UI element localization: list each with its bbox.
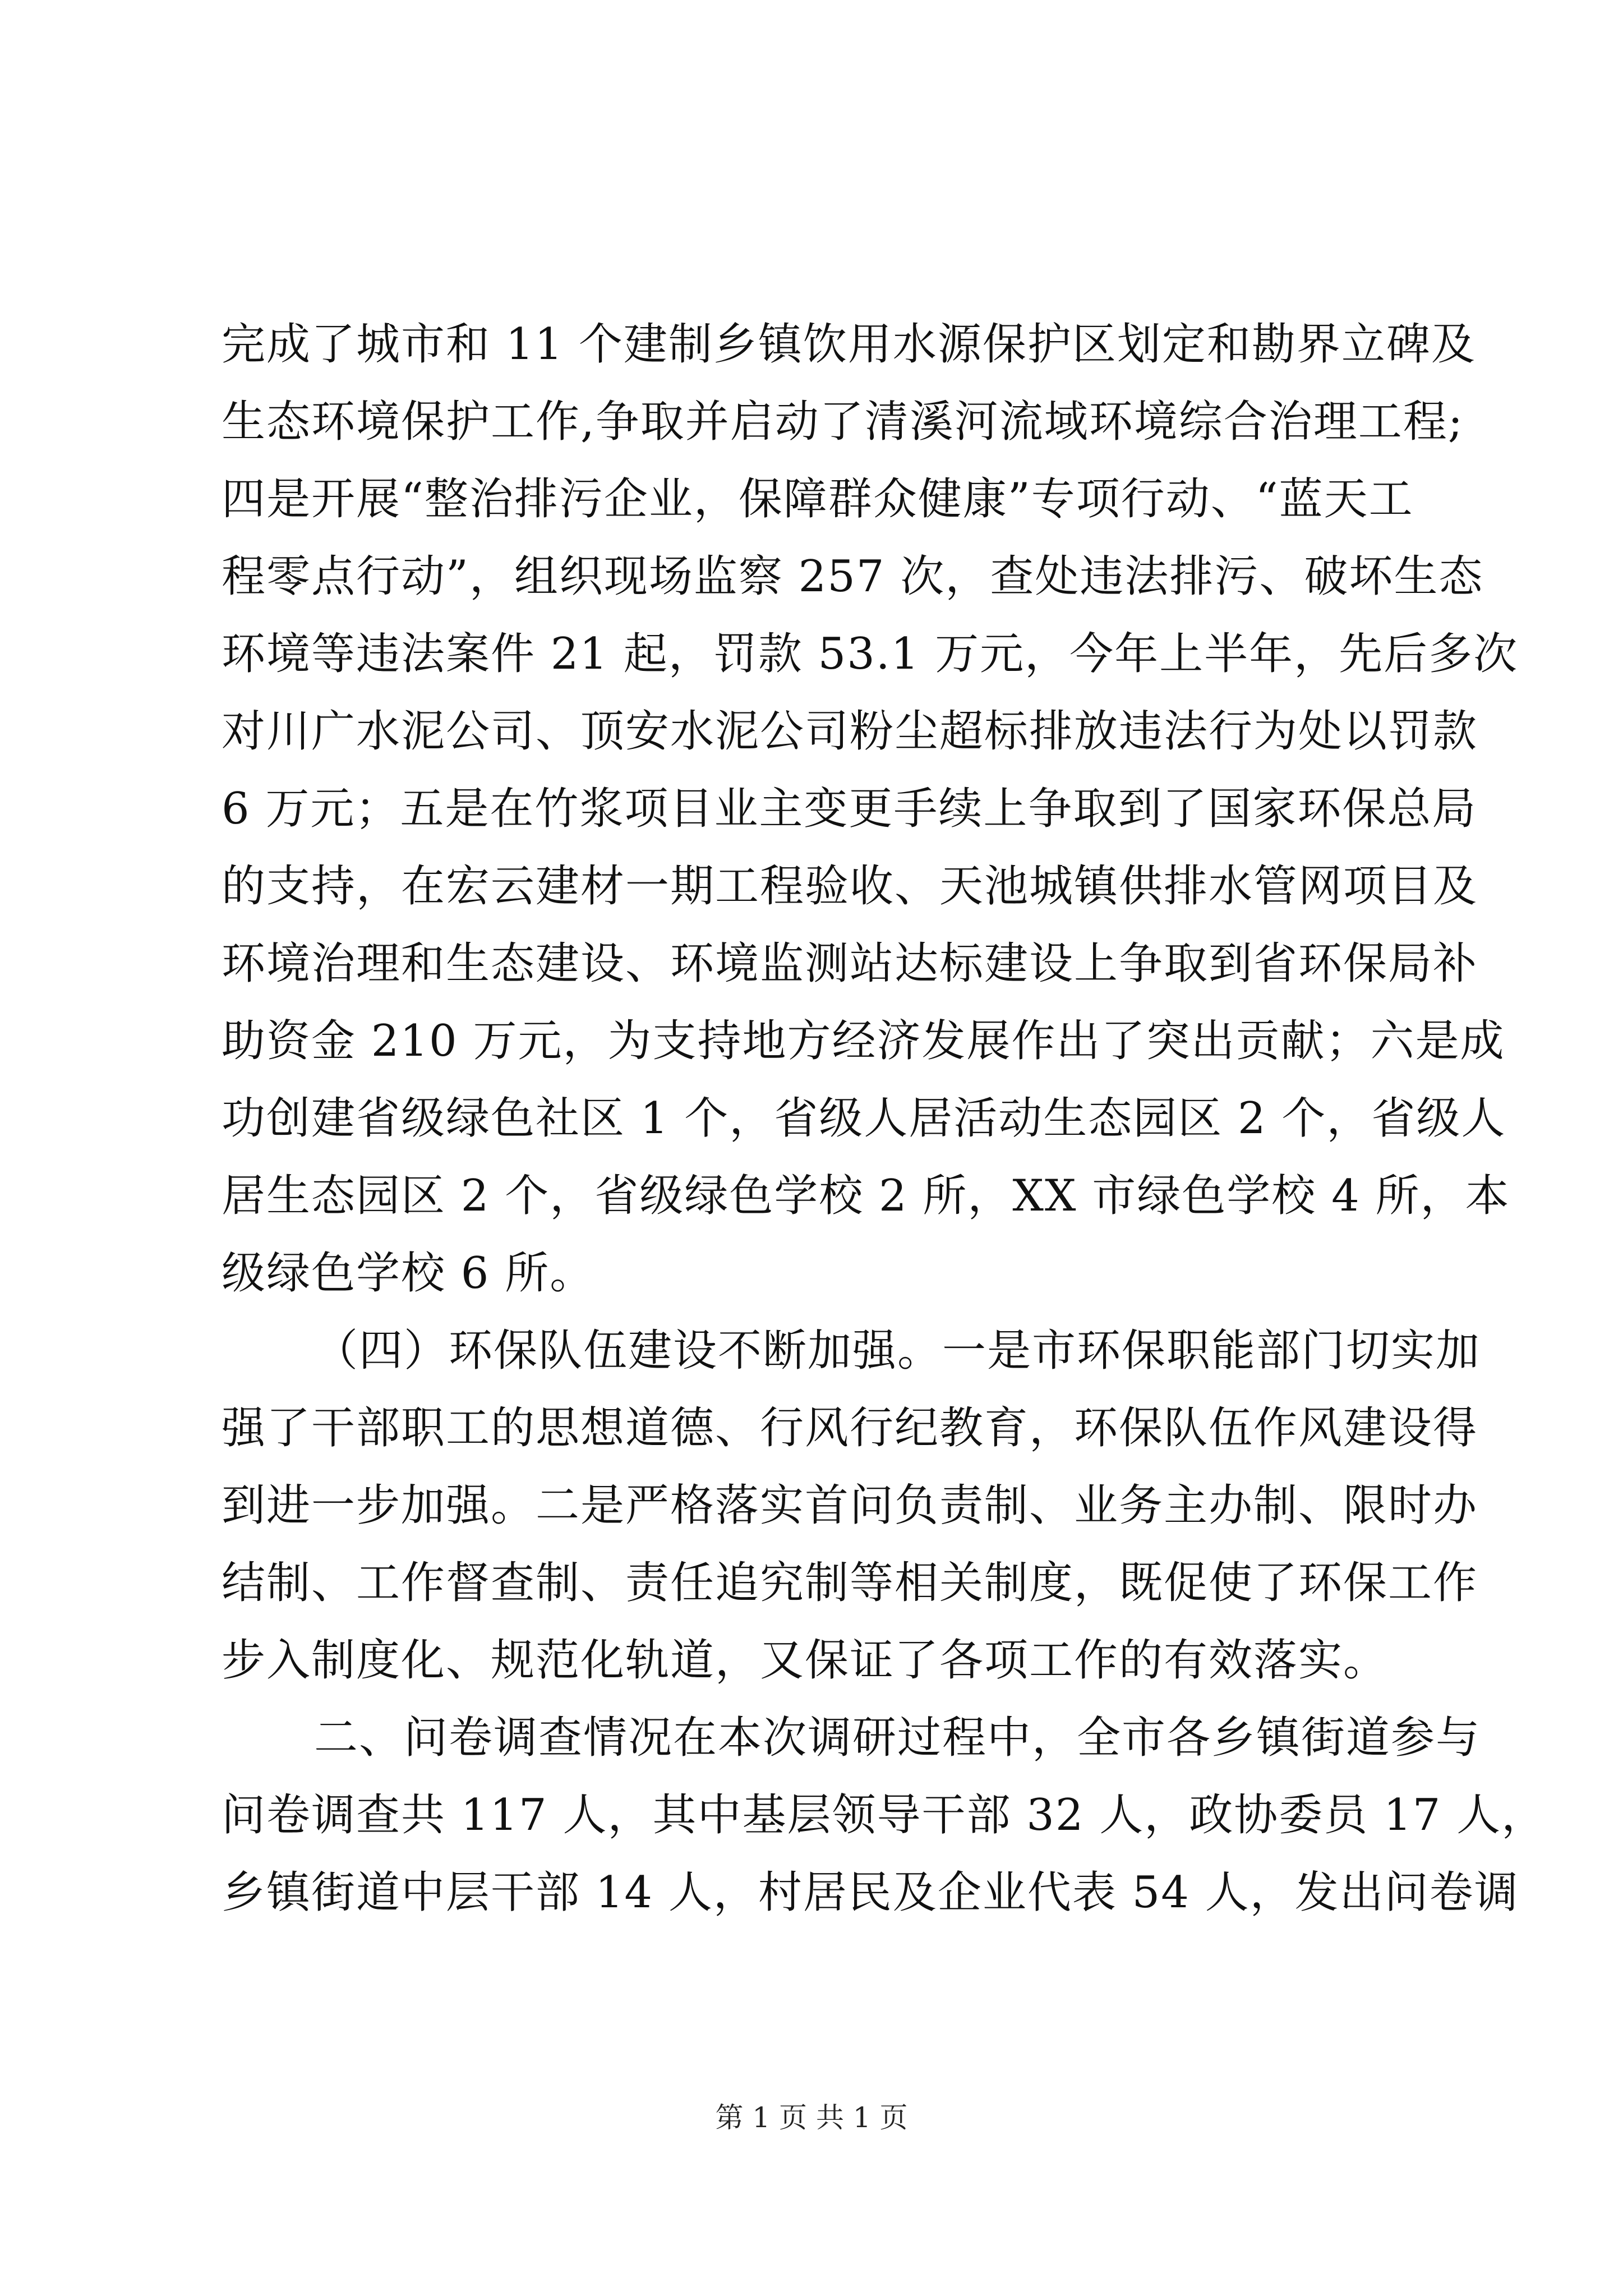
text-line: 6 万元；五是在竹浆项目业主变更手续上争取到了国家环保总局 [222,784,1477,834]
text-line: 功创建省级绿色社区 1 个，省级人居活动生态园区 2 个，省级人 [222,1093,1506,1144]
text-line: 环境等违法案件 21 起，罚款 53.1 万元，今年上半年，先后多次 [222,629,1519,679]
text-line: 对川广水泥公司、顶安水泥公司粉尘超标排放违法行为处以罚款 [222,706,1478,757]
paragraph-start-line: 二、问卷调查情况在本次调研过程中，全市各乡镇街道参与 [314,1713,1481,1763]
text-line: 生态环境保护工作,争取并启动了清溪河流域环境综合治理工程; [222,397,1464,447]
document-body [222,306,1547,1931]
text-line: 的支持，在宏云建材一期工程验收、天池城镇供排水管网项目及 [222,861,1478,912]
page-footer: 第 1 页 共 1 页 [715,2101,908,2134]
text-line: 到进一步加强。二是严格落实首问负责制、业务主办制、限时办 [222,1480,1478,1531]
text-line: 强了干部职工的思想道德、行风行纪教育，环保队伍作风建设得 [222,1403,1478,1453]
paragraph-start-line: （四）环保队伍建设不断加强。一是市环保职能部门切实加 [314,1326,1481,1376]
text-line: 完成了城市和 11 个建制乡镇饮用水源保护区划定和勘界立碑及 [222,319,1476,370]
text-line: 环境治理和生态建设、环境监测站达标建设上争取到省环保局补 [222,938,1478,989]
text-line: 居生态园区 2 个，省级绿色学校 2 所，XX 市绿色学校 4 所，本 [222,1171,1510,1221]
text-line: 四是开展“整治排污企业，保障群众健康”专项行动、“蓝天工 [222,474,1414,524]
text-line: 乡镇街道中层干部 14 人，村居民及企业代表 54 人，发出问卷调 [222,1867,1519,1918]
text-line: 助资金 210 万元，为支持地方经济发展作出了突出贡献；六是成 [222,1016,1505,1066]
text-line: 问卷调查共 117 人，其中基层领导干部 32 人，政协委员 17 人， [222,1790,1547,1841]
text-line: 结制、工作督查制、责任追究制等相关制度，既促使了环保工作 [222,1558,1478,1608]
text-line: 程零点行动”，组织现场监察 257 次，查处违法排污、破坏生态 [222,551,1484,602]
text-line: 级绿色学校 6 所。 [222,1248,595,1299]
text-line: 步入制度化、规范化轨道，又保证了各项工作的有效落实。 [222,1635,1389,1686]
